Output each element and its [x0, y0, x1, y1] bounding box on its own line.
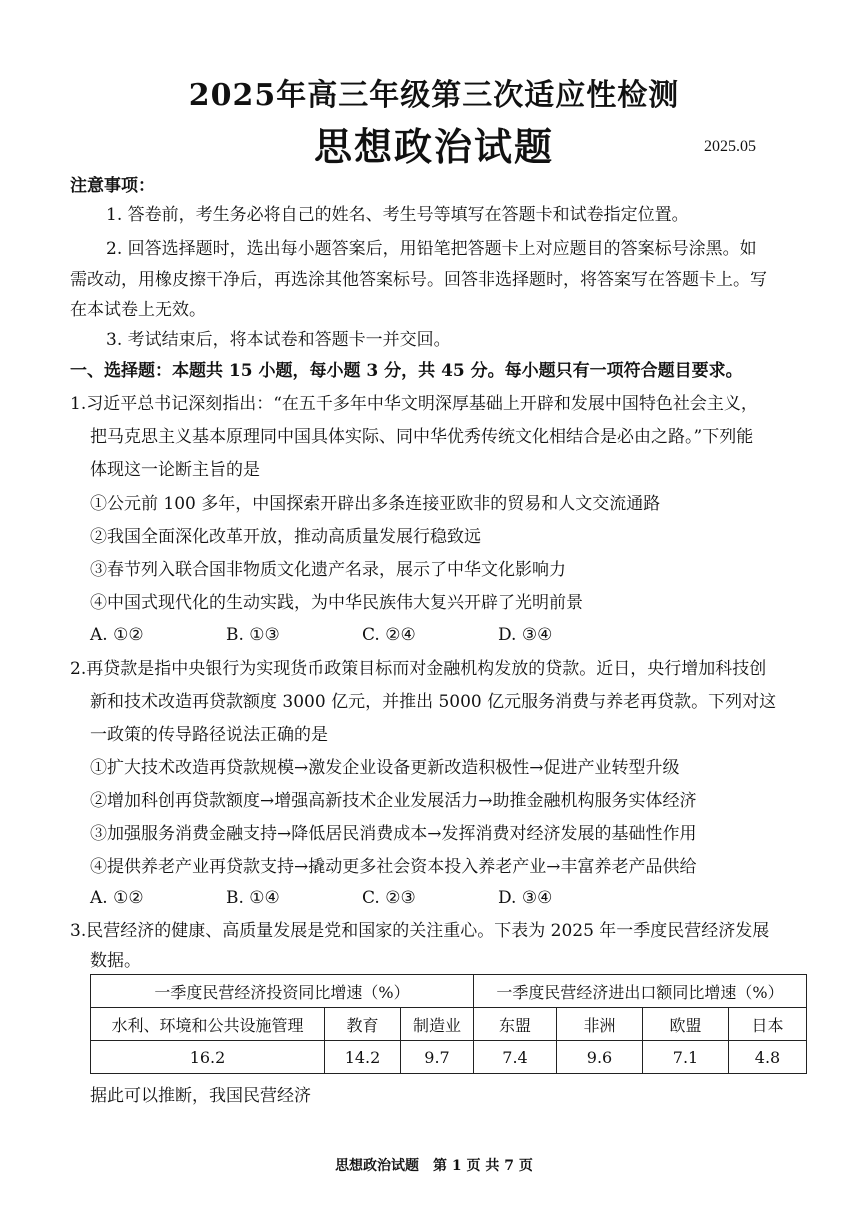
section-heading: 一、选择题：本题共 15 小题，每小题 3 分，共 45 分。每小题只有一项符合题目要求。 — [70, 361, 743, 381]
q1-statement-3: ③春节列入联合国非物质文化遗产名录，展示了中华文化影响力 — [90, 560, 566, 580]
q1-option-d: D. ③④ — [498, 625, 553, 645]
q2-stem-3: 一政策的传导路径说法正确的是 — [90, 725, 328, 745]
subject-title: 思想政治试题 — [313, 124, 554, 169]
notice-heading: 注意事项： — [70, 176, 155, 196]
table-header-cell: 非洲 — [557, 1008, 643, 1041]
table-value-cell: 9.6 — [557, 1041, 643, 1074]
table-value-cell: 14.2 — [325, 1041, 401, 1074]
table-header-row — [91, 1008, 807, 1041]
notice-item-3: 3. 考试结束后，将本试卷和答题卡一并交回。 — [106, 330, 451, 350]
table-header-cell: 制造业 — [401, 1008, 474, 1041]
q1-statement-4: ④中国式现代化的生动实践，为中华民族伟大复兴开辟了光明前景 — [90, 593, 583, 613]
table-value-row — [91, 1041, 807, 1074]
q3-stem-2: 数据。 — [90, 951, 141, 971]
q1-option-a: A. ①② — [90, 625, 144, 645]
notice-item-2-end: 在本试卷上无效。 — [70, 300, 206, 320]
q1-statement-2: ②我国全面深化改革开放，推动高质量发展行稳致远 — [90, 527, 481, 547]
q3-after-table: 据此可以推断，我国民营经济 — [90, 1086, 311, 1106]
q2-option-c: C. ②③ — [362, 888, 416, 908]
q2-statement-1: ①扩大技术改造再贷款规模→激发企业设备更新改造积极性→促进产业转型升级 — [90, 758, 680, 778]
table-group-investment: 一季度民营经济投资同比增速（%） — [91, 975, 474, 1008]
exam-title: 2025年高三年级第三次适应性检测 — [188, 78, 680, 113]
table-value-cell: 9.7 — [401, 1041, 474, 1074]
q1-option-b: B. ①③ — [226, 625, 280, 645]
notice-item-2: 2. 回答选择题时，选出每小题答案后，用铅笔把答题卡上对应题目的答案标号涂黑。如 — [106, 239, 757, 259]
q2-statement-3: ③加强服务消费金融支持→降低居民消费成本→发挥消费对经济发展的基础性作用 — [90, 824, 697, 844]
table-value-cell: 16.2 — [91, 1041, 325, 1074]
q1-option-c: C. ②④ — [362, 625, 416, 645]
table-value-cell: 7.1 — [643, 1041, 729, 1074]
table-header-cell: 东盟 — [474, 1008, 557, 1041]
table-value-cell: 7.4 — [474, 1041, 557, 1074]
q2-statement-4: ④提供养老产业再贷款支持→撬动更多社会资本投入养老产业→丰富养老产品供给 — [90, 857, 697, 877]
table-group-trade: 一季度民营经济进出口额同比增速（%） — [474, 975, 807, 1008]
notice-item-1: 1. 答卷前，考生务必将自己的姓名、考生号等填写在答题卡和试卷指定位置。 — [106, 205, 689, 225]
table-value-cell: 4.8 — [729, 1041, 807, 1074]
table-group-row — [91, 975, 807, 1008]
q2-statement-2: ②增加科创再贷款额度→增强高新技术企业发展活力→助推金融机构服务实体经济 — [90, 791, 697, 811]
q2-stem-2: 新和技术改造再贷款额度 3000 亿元，并推出 5000 亿元服务消费与养老再贷款。下列对这 — [90, 692, 777, 712]
q1-stem-1: 1.习近平总书记深刻指出：“在五千多年中华文明深厚基础上开辟和发展中国特色社会主义， — [70, 394, 758, 414]
q1-stem-2: 把马克思主义基本原理同中国具体实际、同中华优秀传统文化相结合是必由之路。”下列能 — [90, 427, 754, 447]
q1-stem-3: 体现这一论断主旨的是 — [90, 460, 260, 480]
q2-option-b: B. ①④ — [226, 888, 280, 908]
q2-option-a: A. ①② — [90, 888, 144, 908]
table-header-cell: 日本 — [729, 1008, 807, 1041]
exam-date: 2025.05 — [704, 138, 756, 155]
q3-stem-1: 3.民营经济的健康、高质量发展是党和国家的关注重心。下表为 2025 年一季度民营经济发展 — [70, 921, 770, 941]
table-header-cell: 欧盟 — [643, 1008, 729, 1041]
q2-stem-1: 2.再贷款是指中央银行为实现货币政策目标而对金融机构发放的贷款。近日，央行增加科技创 — [70, 659, 767, 679]
page-footer: 思想政治试题 第 1 页 共 7 页 — [335, 1158, 533, 1174]
notice-item-2-cont: 需改动，用橡皮擦干净后，再选涂其他答案标号。回答非选择题时，将答案写在答题卡上。写 — [70, 270, 767, 290]
table-header-cell: 水利、环境和公共设施管理 — [91, 1008, 325, 1041]
q1-statement-1: ①公元前 100 多年，中国探索开辟出多条连接亚欧非的贸易和人文交流通路 — [90, 494, 661, 514]
table-header-cell: 教育 — [325, 1008, 401, 1041]
q3-data-table — [90, 974, 807, 1074]
q2-option-d: D. ③④ — [498, 888, 553, 908]
